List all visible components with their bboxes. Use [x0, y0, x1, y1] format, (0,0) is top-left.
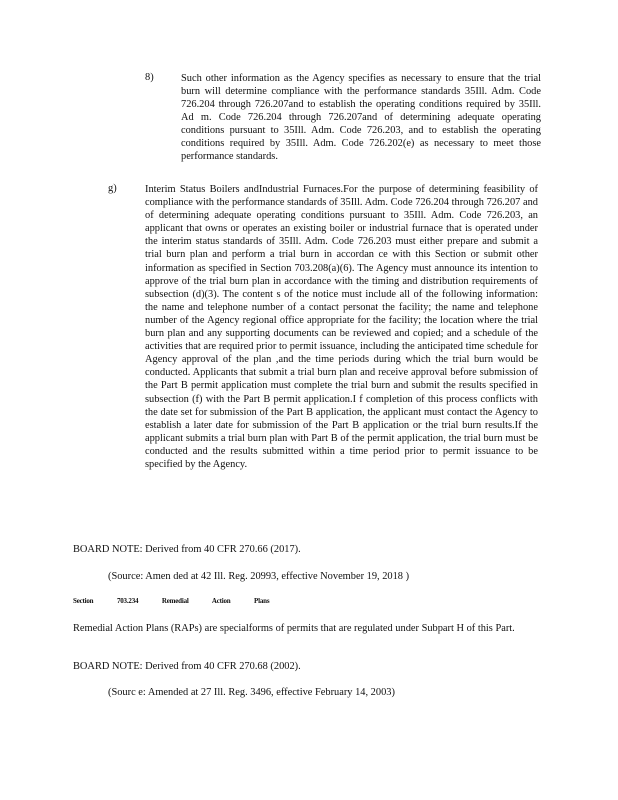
- section-number: 703.234: [116, 597, 139, 605]
- section-label: Section: [73, 597, 94, 605]
- list-item-text: Interim Status Boilers andIndustrial Furnaces.For the purpose of determining feasibility of compliance with the performance standards of 35Ill. Adm. Code 726.204 through 726.207 and of determining adequate operating conditions pursuant to 35Ill. Adm. Code 726.203, an applicant that owns or operates an existing boiler or industrial furnace that is operated under the interim status standards of 35Ill. Adm. Code 726.203 must either prepare and submit a trial burn plan and perform a trial burn in accordan ce with this Section or submit other information as specified in Section 703.208(a)(6). The Agency must announce its intention to approve of the trial burn plan in accordance with the timing and distribution requirements of subsection (d)(3). The content s of the notice must include all of the following information: the name and telephone number of a contact personat the facility; the name and telephone number of the Agency regional office appropriate for the facility; the location where the trial burn plan and any supporting documents can be reviewed and copied; and a schedule of the activities that are required prior to permit issuance, including the anticipated time schedule for Agency approval of the plan ,and the time periods during which the trial burn would be conducted. Applicants that submit a trial burn plan and receive approval before submission of the Part B permit application must complete the trial burn and submit the results specified in subsection (f) with the Part B permit application.I f completion of this process conflicts with the date set for submission of the Part B application, the applicant must contact the Agency to establish a later date for submission of the Part B application or the trial burn results.If the applicant submits a trial burn plan with Part B of the permit application, the trial burn must be conducted and the results submitted within a time period prior to permit issuance to be specified by the Agency.: [145, 184, 538, 470]
- list-item-g: [108, 183, 538, 471]
- section-title-word: Action: [211, 597, 231, 605]
- section-title-word: Remedial: [161, 597, 189, 605]
- section-title-word: Plans: [254, 597, 270, 605]
- source-note: (Source: Amen ded at 42 Ill. Reg. 20993, effective November 19, 2018 ): [108, 571, 410, 582]
- list-item-text: Such other information as the Agency specifies as necessary to ensure that the trial burn will determine compliance with the performance standards 35Ill. Adm. Code 726.204 through 726.207and to establish the operating conditions required by 35Ill. Ad m. Code 726.204 through 726.207and of determining adequate operating conditions pursuant to 35Ill. Adm. Code 726.203, and to establish the operating conditions required by 35Ill. Adm. Code 726.202(e) as necessary to meet those performance standards.: [181, 73, 541, 162]
- section-paragraph: Remedial Action Plans (RAPs) are specialforms of permits that are regulated under Subpart H of this Part.: [73, 623, 515, 634]
- source-note: (Sourc e: Amended at 27 Ill. Reg. 3496, effective February 14, 2003): [108, 687, 395, 698]
- board-note: BOARD NOTE: Derived from 40 CFR 270.66 (2017).: [73, 544, 301, 555]
- board-note: BOARD NOTE: Derived from 40 CFR 270.68 (2002).: [73, 661, 301, 672]
- list-marker: g): [108, 183, 117, 194]
- section-heading: [73, 597, 291, 605]
- list-marker: 8): [145, 72, 154, 83]
- list-item-8: [145, 72, 541, 163]
